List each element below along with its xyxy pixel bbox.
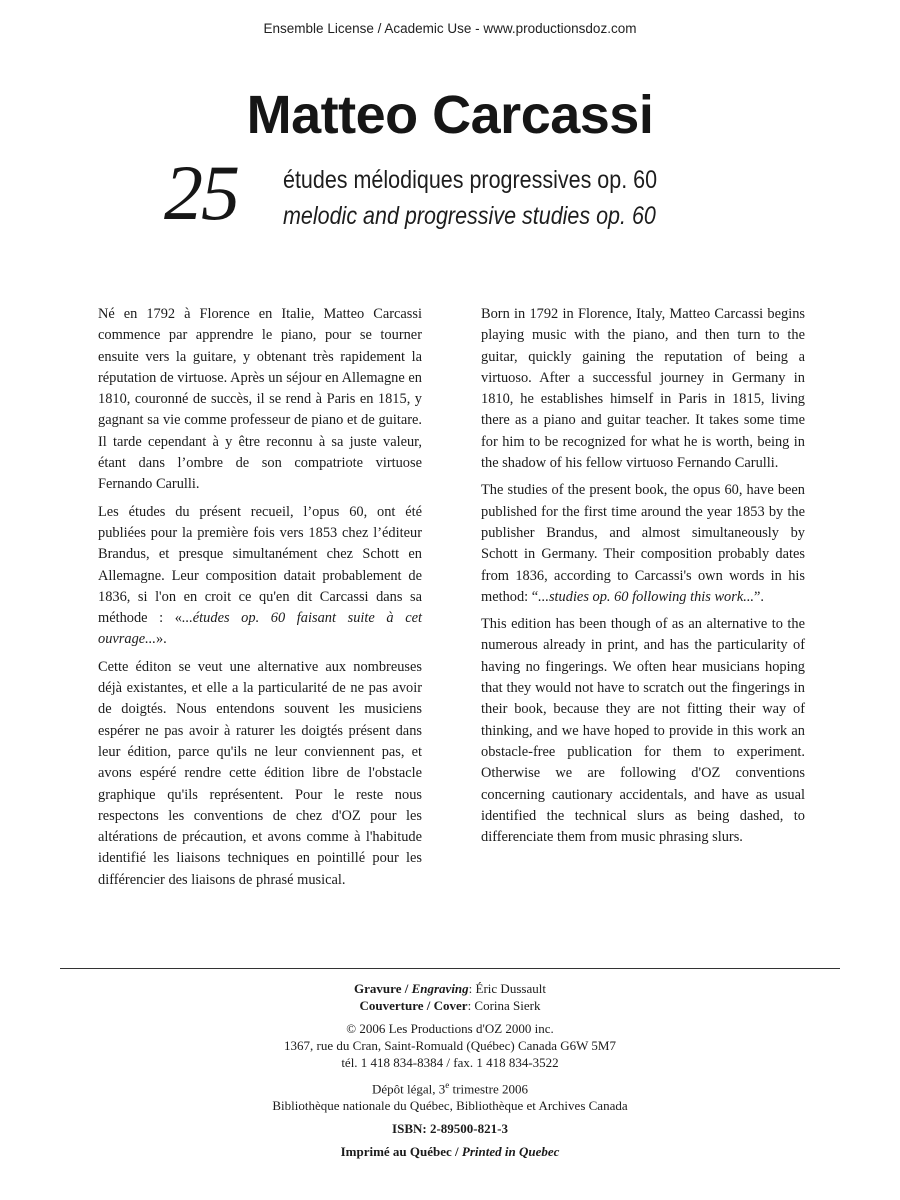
engraver-name: : Éric Dussault bbox=[468, 981, 546, 996]
legal-sup: e bbox=[445, 1080, 450, 1090]
french-p2-end: ». bbox=[155, 631, 167, 648]
french-p2-text: Les études du présent recueil, l’opus 60, ont été publiées pour la première fois vers 1853 chez l’éditeur Brandus, et presque simultanément chez Schott en Allemagne. Leur composition datait probablement de 1836, si l'on en croit ce qu'en dit Carcassi dans sa méthode : « bbox=[98, 503, 422, 627]
english-paragraph-2 bbox=[481, 480, 805, 608]
isbn-text: ISBN: 2-89500-821-3 bbox=[392, 1121, 508, 1137]
printed-sep: / bbox=[451, 1144, 462, 1160]
opus-count-number: 25 bbox=[164, 149, 238, 236]
french-paragraph-1: Né en 1792 à Florence en Italie, Matteo Carcassi commence par apprendre le piano, pour se tourner ensuite vers la guitare, y obtenant très rapidement la réputation de virtuose. Après un séjour en Allemagne en 1810, couronné de succès, il se rend à Paris en 1815, y gagnant sa vie comme professeur de piano et de guitare. Il tarde cependant à y être reconnu à sa juste valeur, étant dans l’ombre de son compatriote virtuose Fernando Carulli. bbox=[98, 306, 422, 493]
legal-deposit-line bbox=[0, 1077, 900, 1097]
license-header: Ensemble License / Academic Use - www.productionsdoz.com bbox=[263, 21, 637, 36]
library-line: Bibliothèque nationale du Québec, Bibliothèque et Archives Canada bbox=[272, 1098, 628, 1114]
cover-name: : Corina Sierk bbox=[467, 998, 541, 1013]
english-p2-quote: ...studies op. 60 following this work... bbox=[538, 588, 755, 605]
engraving-sep: / bbox=[401, 981, 412, 996]
subtitle-french: études mélodiques progressives op. 60 bbox=[283, 166, 658, 194]
subtitle-english: melodic and progressive studies op. 60 bbox=[283, 202, 656, 230]
printed-fr: Imprimé au Québec bbox=[340, 1144, 452, 1160]
english-p2-end: ”. bbox=[754, 588, 765, 605]
english-column bbox=[481, 304, 805, 854]
engraving-label-fr: Gravure bbox=[354, 981, 402, 996]
composer-title: Matteo Carcassi bbox=[246, 85, 654, 145]
legal-b: trimestre 2006 bbox=[449, 1081, 528, 1097]
divider-rule bbox=[60, 968, 840, 969]
french-paragraph-2 bbox=[98, 502, 422, 651]
copyright-line: © 2006 Les Productions d'OZ 2000 inc. bbox=[346, 1021, 554, 1036]
engraving-credit bbox=[0, 980, 900, 997]
address-line: 1367, rue du Cran, Saint-Romuald (Québec) Canada G6W 5M7 bbox=[284, 1038, 616, 1053]
english-p2-text: The studies of the present book, the opus 60, have been published for the first time around the year 1853 by the publisher Brandus, and almost simultaneously by Schott in Germany. Their composition probably dates from 1836, according to Carcassi's own words in his method: “ bbox=[481, 482, 805, 605]
english-paragraph-3: This edition has been though of as an alternative to the numerous already in print, and has the particularity of having no fingerings. We often hear musicians hoping that they would not have to scratch out the fingerings in their book, because they are not fitting their way of thinking, and we have hoped to provide in this work an obstacle-free publication for them to experiment. Otherwise we are following d'OZ conventions concerning cautionary accidentals, and have as usual identified the technical slurs as being dashed, to differenciate them from music phrasing slurs. bbox=[481, 616, 805, 846]
credits-block bbox=[0, 980, 900, 1160]
cover-label: Couverture / Cover bbox=[359, 998, 468, 1013]
engraving-label-en bbox=[412, 981, 469, 996]
cover-credit bbox=[0, 997, 900, 1014]
phone-line: tél. 1 418 834-8384 / fax. 1 418 834-3522 bbox=[341, 1055, 559, 1070]
english-paragraph-1: Born in 1792 in Florence, Italy, Matteo Carcassi begins playing music with the piano, and then turn to the guitar, quickly gaining the reputation of being a virtuoso. After a successful journey in Germany in 1810, he establishes himself in Paris in 1815, living there as a piano and guitar teacher. It takes some time for him to be recognized for what he is worth, being in the shadow of his fellow virtuoso Fernando Carulli. bbox=[481, 306, 805, 472]
french-paragraph-3: Cette éditon se veut une alternative aux nombreuses déjà existantes, et elle a la particularité de ne pas avoir de doigtés. Nous entendons souvent les musiciens espérer ne pas avoir à raturer les doigtés présent dans leur édition, parce qu'ils ne leur conviennent pas, et avons espéré rendre cette édition libre de l'obstacle graphique qu'ils représentent. Pour le reste nous respectons les conventions de chez d'OZ pour les altérations de précaution, et avons comme à l'habitude identifié les liaisons techniques en pointillé pour les différencier des liaisons de phrasé musical. bbox=[98, 658, 422, 888]
french-p2-quote: ...études op. 60 faisant suite à cet ouvrage... bbox=[98, 610, 422, 648]
isbn-line bbox=[0, 1120, 900, 1137]
printed-line bbox=[0, 1143, 900, 1160]
french-column bbox=[98, 304, 422, 897]
printed-en: Printed in Quebec bbox=[461, 1144, 560, 1160]
printed-en-wrap bbox=[462, 1144, 560, 1159]
legal-a: Dépôt légal, 3 bbox=[371, 1081, 446, 1097]
engraving-label-en-text: Engraving bbox=[411, 981, 469, 996]
